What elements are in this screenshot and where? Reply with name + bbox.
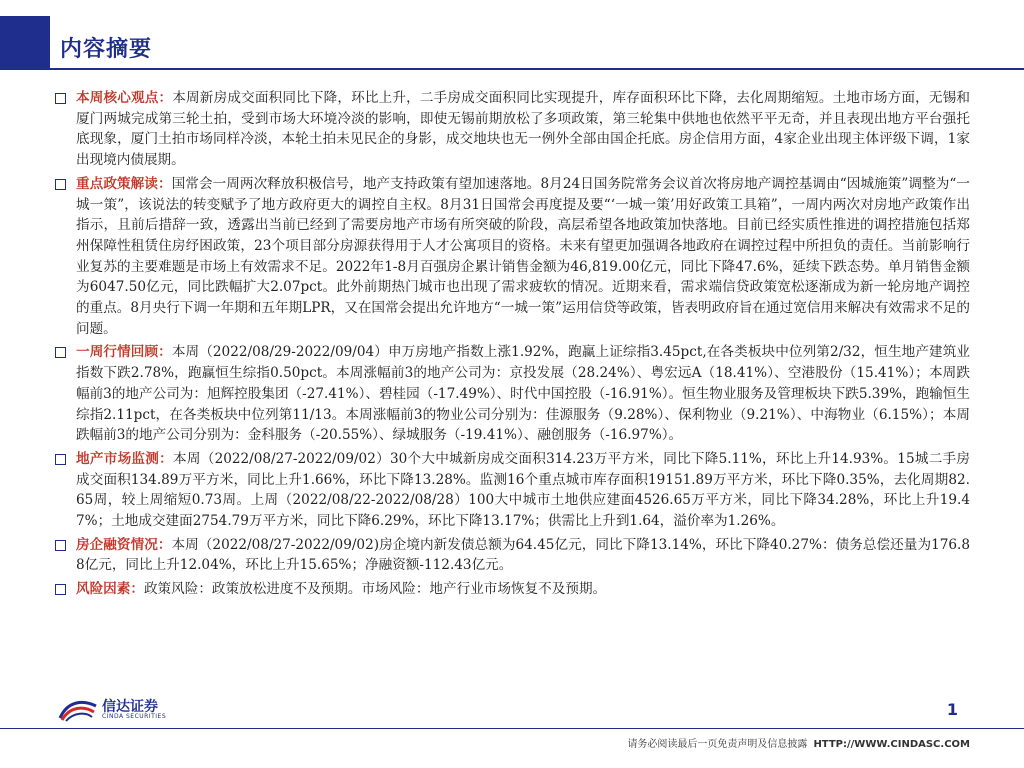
section-heading: 重点政策解读：: [76, 175, 172, 192]
logo-name-en: CINDA SECURITIES: [102, 713, 167, 720]
section-body: 本周新房成交面积同比下降，环比上升，二手房成交面积同比实现提升，库存面积环比下降，去化周期缩短。土地市场方面，无锡和厦门两城完成第三轮土拍，受到市场大环境冷淡的影响，即使无锡前期放松了多项政策，第三轮集中供地也依然平平无奇，并且表现出地方平台强托底现象，厦门土拍市场同样冷淡，本轮土拍未见民企的身影，成交地块也无一例外全部由国企托底。房企信用方面，4家企业出现主体评级下调，1家出现境内债展期。: [76, 90, 970, 169]
checkbox-bullet-icon: [55, 454, 66, 465]
company-logo: [58, 698, 166, 722]
checkbox-bullet-icon: [55, 93, 66, 104]
section-heading: 本周核心观点：: [76, 90, 173, 106]
disclaimer-text: 请务必阅读最后一页免责声明及信息披露: [627, 739, 808, 750]
website-link[interactable]: HTTP://WWW.CINDASC.COM: [813, 739, 970, 750]
section-market-review: [54, 342, 970, 446]
page-number: 1: [946, 700, 958, 719]
section-heading: 地产市场监测：: [76, 450, 173, 467]
section-core-view: [54, 88, 970, 171]
checkbox-bullet-icon: [55, 179, 66, 190]
section-body: 政策风险：政策放松进度不及预期。市场风险：地产行业市场恢复不及预期。: [143, 581, 607, 598]
logo-name-cn: 信达证券: [102, 699, 158, 715]
section-body: 本周（2022/08/27-2022/09/02）30个大中城新房成交面积314.23万平方米，同比下降5.11%，环比上升14.93%。15城二手房成交面积134.89万平方米，同比上升1.66%，环比下降13.28%。监测16个重点城市库存面积19151.89万平方米，环比下降0.35%，去化周期82.65周，较上周缩短0.73周。上周（2022/08/22-2022/08/28）100大中城市土地供应建面4526.65万平方米，同比下降34.28%，环比上升19.47%；土地成交建面2754.79万平方米，同比下降6.29%，环比下降13.17%；供需比上升到1.64，溢价率为1.26%。: [76, 450, 971, 530]
footer-disclaimer: [627, 735, 970, 750]
section-heading: 房企融资情况：: [76, 536, 172, 553]
title-divider: [0, 68, 1024, 70]
summary-content: [54, 88, 970, 603]
section-heading: 风险因素：: [76, 581, 144, 598]
section-market-monitor: [54, 449, 970, 532]
footer-divider: [0, 728, 1024, 729]
checkbox-bullet-icon: [55, 584, 66, 595]
section-body: 国常会一周两次释放积极信号，地产支持政策有望加速落地。8月24日国务院常务会议首次将房地产调控基调由“因城施策”调整为“一城一策”，该说法的转变赋予了地方政府更大的调控自主权。8月31日国常会再度提及要“‘一城一策’用好政策工具箱”，一周内两次对房地产政策作出指示，且前后措辞一致，透露出当前已经到了需要房地产市场有所突破的阶段，高层希望各地政策加快落地。目前已经实质性推进的调控措施包括郑州保障性租赁住房纾困政策，23个项目部分房源获得用于人才公寓项目的资格。未来有望更加强调各地政府在调控过程中所担负的责任。当前影响行业复苏的主要难题是市场上有效需求不足。2022年1-8月百强房企累计销售金额为46,819.00亿元，同比下降47.6%，延续下跌态势。单月销售金额为6047.50亿元，同比跌幅扩大2.07pct。此外前期热门城市也出现了需求疲软的情况。近期来看，需求端信贷政策宽松逐渐成为新一轮房地产调控的重点。8月央行下调一年期和五年期LPR，又在国常会提出允许地方“一城一策”运用信贷等政策，皆表明政府旨在通过宽信用来解决有效需求不足的问题。: [76, 175, 970, 337]
checkbox-bullet-icon: [55, 540, 66, 551]
checkbox-bullet-icon: [55, 347, 66, 358]
section-body: 本周（2022/08/29-2022/09/04）申万房地产指数上涨1.92%，跑赢上证综指3.45pct,在各类板块中位列第2/32，恒生地产建筑业指数下跌2.78%，跑赢恒生综指0.50pct。本周涨幅前3的地产公司为：京投发展（28.24%）、粤宏远A（18.41%）、空港股份（15.41%）；本周跌幅前3的地产公司为：旭辉控股集团（-27.41%）、碧桂园（-17.49%）、时代中国控股（-16.91%）。恒生物业服务及管理板块下跌5.39%，跑输恒生综指2.11pct，在各类板块中位列第11/13。本周涨幅前3的物业公司分别为：佳源服务（9.28%）、保利物业（9.21%）、中海物业（6.15%）；本周跌幅前3的地产公司分别为：金科服务（-20.55%）、绿城服务（-19.41%）、融创服务（-16.97%）。: [76, 344, 970, 444]
section-heading: 一周行情回顾：: [76, 344, 172, 361]
cinda-logo-icon: [58, 698, 98, 722]
section-risk: [54, 579, 970, 600]
title-accent-bar: [0, 16, 50, 68]
page-title: 内容摘要: [60, 37, 153, 62]
section-policy: [54, 174, 970, 340]
section-body: 本周（2022/08/27-2022/09/02)房企境内新发债总额为64.45亿元，同比下降13.14%，环比下降40.27%：债务总偿还量为176.88亿元，同比上升12.04%，环比上升15.65%；净融资额-112.43亿元。: [76, 536, 970, 574]
section-financing: [54, 535, 970, 576]
